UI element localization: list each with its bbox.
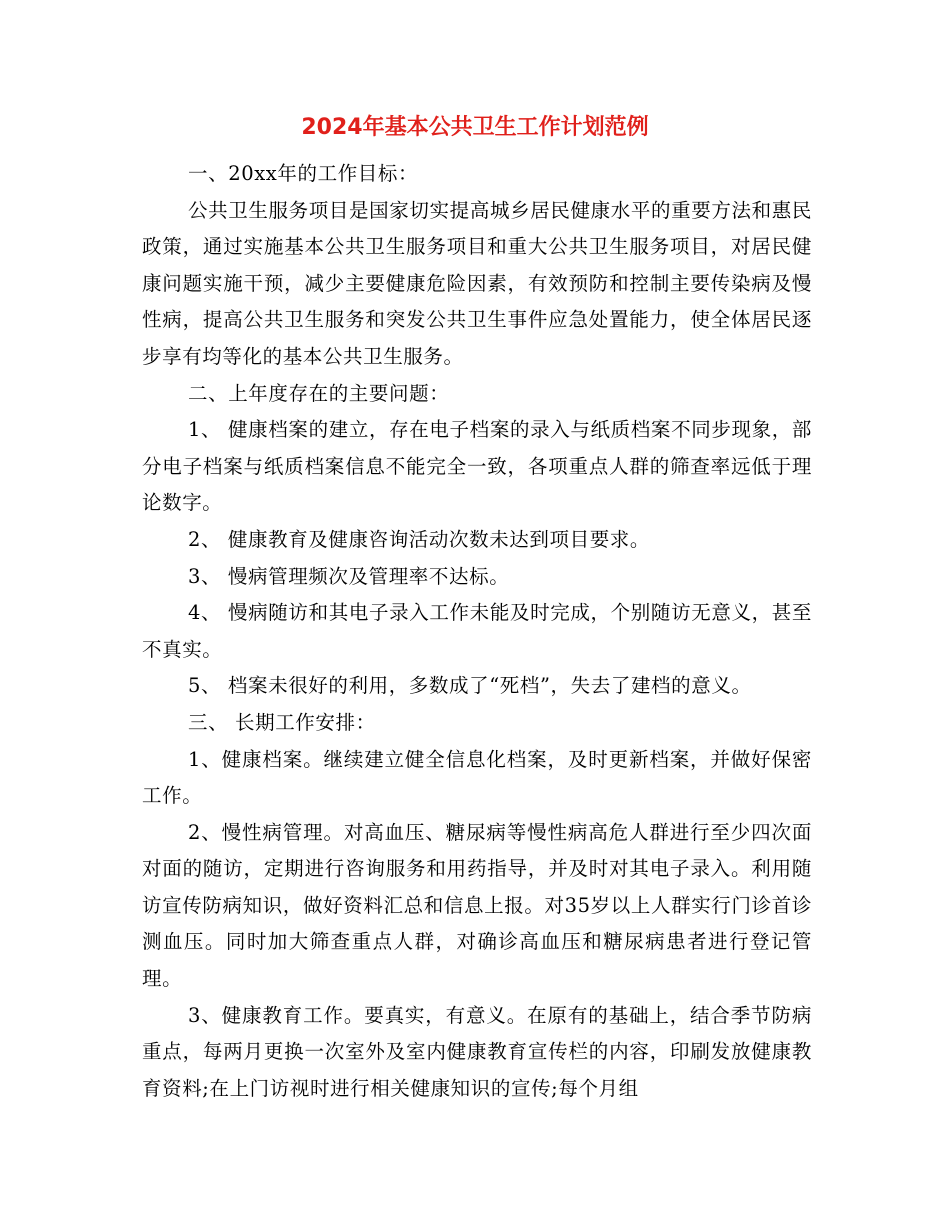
plan-item-2: 2、慢性病管理。对高血压、糖尿病等慢性病高危人群进行至少四次面对面的随访，定期进行咨询服务和用药指导，并及时对其电子录入。利用随访宣传防病知识，做好资料汇总和信息上报。对35岁以上人群实行门诊首诊测血压。同时加大筛查重点人群，对确诊高血压和糖尿病患者进行登记管理。 [142,820,812,991]
section-heading-goals: 一、20xx年的工作目标： [188,162,419,185]
problem-item-4: 4、 慢病随访和其电子录入工作未能及时完成，个别随访无意义，甚至不真实。 [142,601,812,661]
plan-item-3: 3、健康教育工作。要真实，有意义。在原有的基础上，结合季节防病重点，每两月更换一次室外及室内健康教育宣传栏的内容，印刷发放健康教育资料;在上门访视时进行相关健康知识的宣传;每个月组 [142,1003,812,1100]
problem-item-3: 3、 慢病管理频次及管理率不达标。 [188,564,510,588]
document-title: 2024年基本公共卫生工作计划范例 [301,115,649,140]
section-heading-plan: 三、 长期工作安排： [188,710,376,734]
problem-item-5: 5、 档案未很好的利用，多数成了“死档”，失去了建档的意义。 [188,674,752,698]
section-heading-problems: 二、上年度存在的主要问题： [188,381,450,405]
problem-item-1: 1、 健康档案的建立，存在电子档案的录入与纸质档案不同步现象，部分电子档案与纸质档案信息不能完全一致，各项重点人群的筛查率远低于理论数字。 [142,418,812,515]
problem-item-2: 2、 健康教育及健康咨询活动次数未达到项目要求。 [188,527,651,551]
document-body [142,156,812,1107]
paragraph-goals: 公共卫生服务项目是国家切实提高城乡居民健康水平的重要方法和惠民政策，通过实施基本公共卫生服务项目和重大公共卫生服务项目，对居民健康问题实施干预，减少主要健康危险因素，有效预防和控制主要传染病及慢性病，提高公共卫生服务和突发公共卫生事件应急处置能力，使全体居民逐步享有均等化的基本公共卫生服务。 [142,198,812,368]
plan-item-1: 1、健康档案。继续建立健全信息化档案，及时更新档案，并做好保密工作。 [142,747,812,808]
